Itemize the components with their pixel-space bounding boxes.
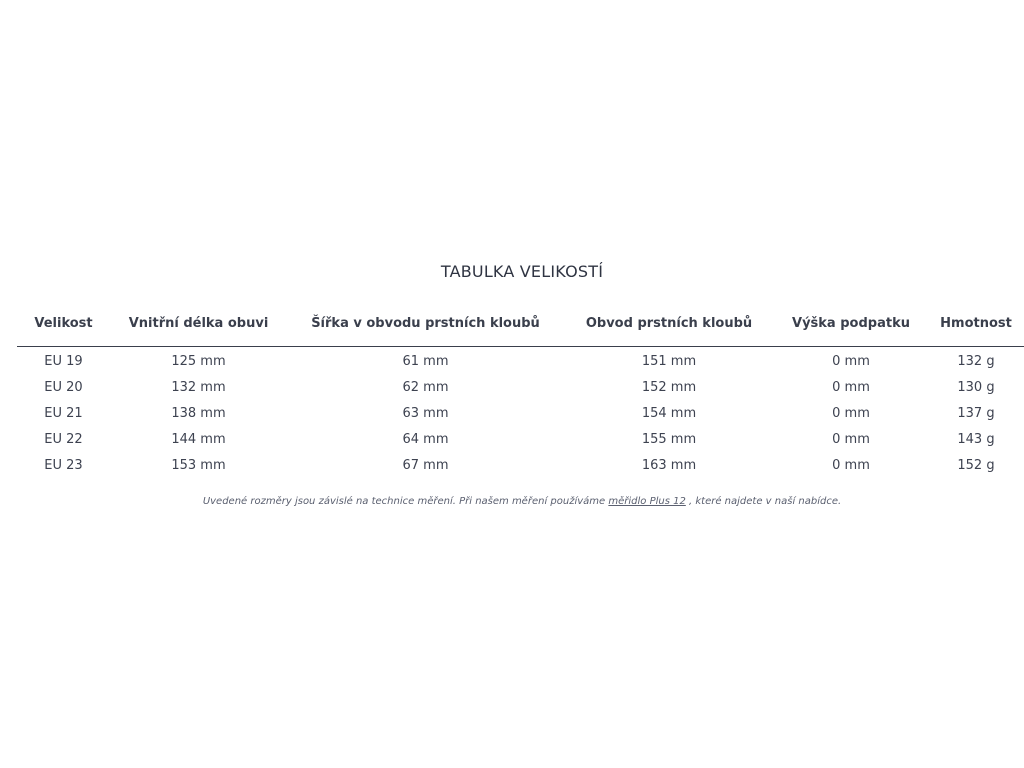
cell-knuckle-girth: 155 mm [641,431,697,447]
cell-knuckle-width: 67 mm [402,457,449,473]
cell-weight: 132 g [957,353,995,369]
cell-inner-length: 144 mm [171,431,226,447]
cell-heel-height: 0 mm [832,431,870,447]
cell-knuckle-width: 61 mm [402,353,449,369]
table-row [17,452,1024,478]
note-text-after: , které najdete v naší nabídce. [685,496,842,507]
cell-knuckle-girth: 154 mm [641,405,697,421]
cell-inner-length: 132 mm [171,379,226,395]
header-knuckle-girth: Obvod prstních kloubů [564,300,774,347]
cell-weight: 143 g [957,431,995,447]
cell-knuckle-girth: 152 mm [641,379,697,395]
cell-knuckle-width: 64 mm [402,431,449,447]
cell-size: EU 19 [44,353,83,369]
header-inner-length: Vnitřní délka obuvi [110,300,287,347]
size-table [17,300,1024,478]
cell-size: EU 20 [44,379,83,395]
cell-size: EU 22 [44,431,83,447]
cell-heel-height: 0 mm [832,405,870,421]
header-weight: Hmotnost [928,300,1024,347]
table-row [17,400,1024,426]
cell-knuckle-girth: 151 mm [641,353,697,369]
cell-size: EU 21 [44,405,83,421]
page-title: TABULKA VELIKOSTÍ [440,262,604,281]
table-header-row [17,300,1024,347]
note-text-before: Uvedené rozměry jsou závislé na technice měření. Při našem měření používáme [202,496,609,507]
cell-inner-length: 153 mm [171,457,226,473]
cell-inner-length: 125 mm [171,353,226,369]
table-row [17,374,1024,400]
cell-inner-length: 138 mm [171,405,226,421]
cell-weight: 152 g [957,457,995,473]
cell-weight: 137 g [957,405,995,421]
cell-heel-height: 0 mm [832,379,870,395]
header-heel-height: Výška podpatku [774,300,928,347]
measurement-note [0,496,1024,507]
cell-knuckle-girth: 163 mm [641,457,697,473]
cell-heel-height: 0 mm [832,457,870,473]
cell-knuckle-width: 62 mm [402,379,449,395]
header-knuckle-width: Šířka v obvodu prstních kloubů [287,300,564,347]
table-row [17,426,1024,452]
table-row [17,347,1024,375]
cell-weight: 130 g [957,379,995,395]
measuring-tool-link[interactable]: měřidlo Plus 12 [608,496,686,507]
header-size: Velikost [17,300,110,347]
cell-heel-height: 0 mm [832,353,870,369]
cell-knuckle-width: 63 mm [402,405,449,421]
cell-size: EU 23 [44,457,83,473]
